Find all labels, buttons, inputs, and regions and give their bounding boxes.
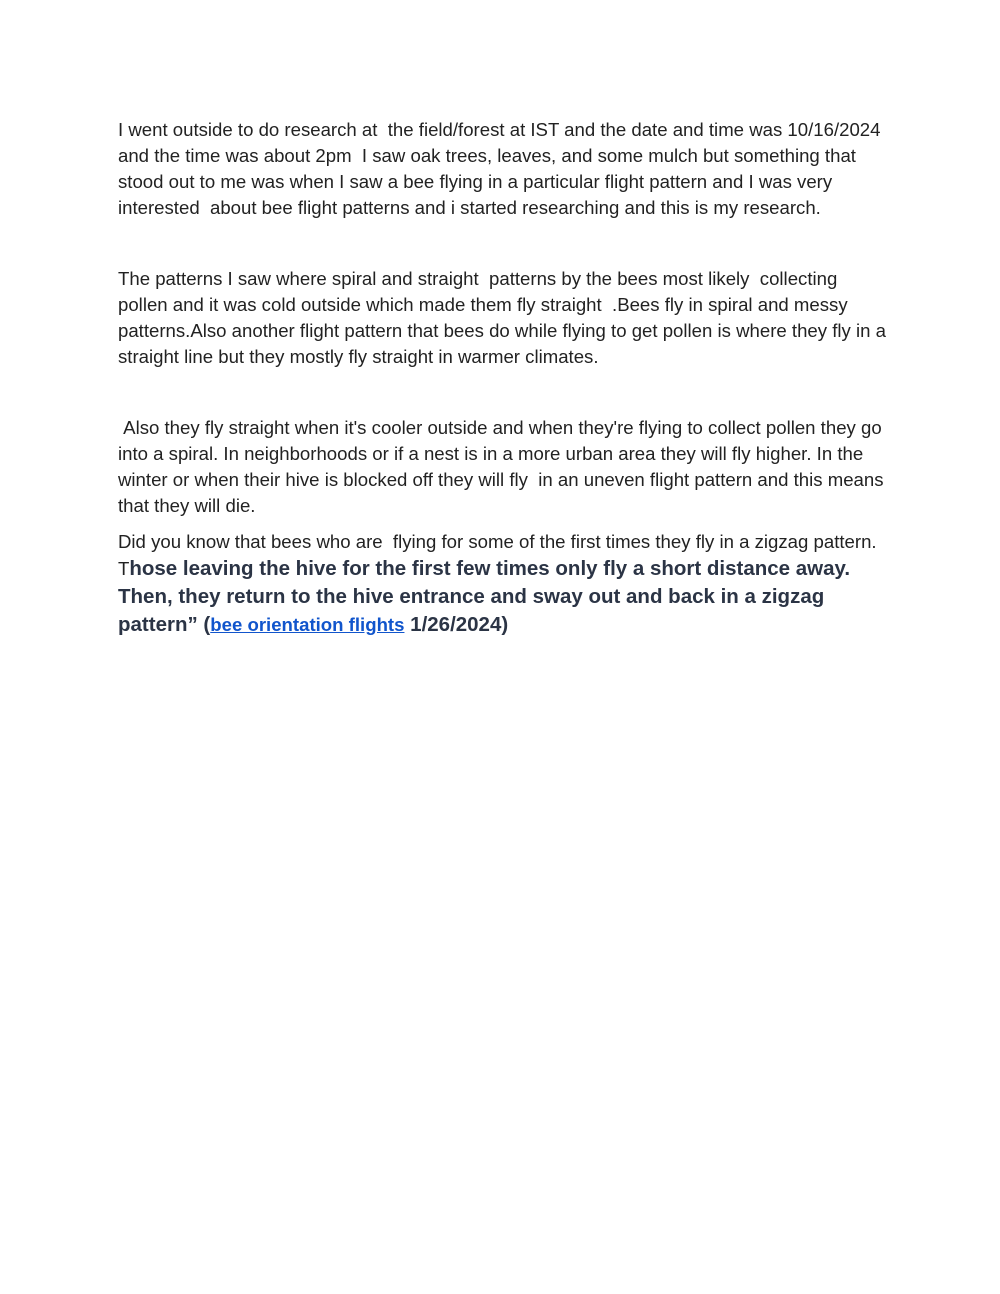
paragraph-observation: I went outside to do research at the field/forest at IST and the date and time was 10/16/2024 and the time was about 2pm I saw oak trees, leaves, and some mulch but something that stood out to me was when I saw a bee flying in a particular flight pattern and I was very interested about bee flight patterns and i started researching and this is my research. bbox=[118, 119, 886, 218]
paragraph-conditions: Also they fly straight when it's cooler outside and when they're flying to collect pollen they go into a spiral. In neighborhoods or if a nest is in a more urban area they will fly higher. In the winter or when their hive is blocked off they will fly in an uneven flight pattern and this means that they will die. bbox=[118, 417, 889, 516]
citation-link[interactable]: bee orientation flights bbox=[210, 614, 405, 635]
zigzag-quote: hose leaving the hive for the first few times only fly a short distance away. Then, they return to the hive entrance and sway out and back in a zigzag pattern” ( bbox=[118, 557, 856, 636]
document-body bbox=[118, 117, 892, 639]
zigzag-intro: Did you know that bees who are flying for some of the first times they fly in a zigzag pattern. T bbox=[118, 531, 882, 579]
paragraph-zigzag bbox=[118, 529, 888, 639]
citation-date: 1/26/2024) bbox=[404, 613, 509, 636]
paragraph-patterns: The patterns I saw where spiral and straight patterns by the bees most likely collecting pollen and it was cold outside which made them fly straight .Bees fly in spiral and messy patterns.Also another flight pattern that bees do while flying to get pollen is where they fly in a straight line but they mostly fly straight in warmer climates. bbox=[118, 268, 892, 367]
